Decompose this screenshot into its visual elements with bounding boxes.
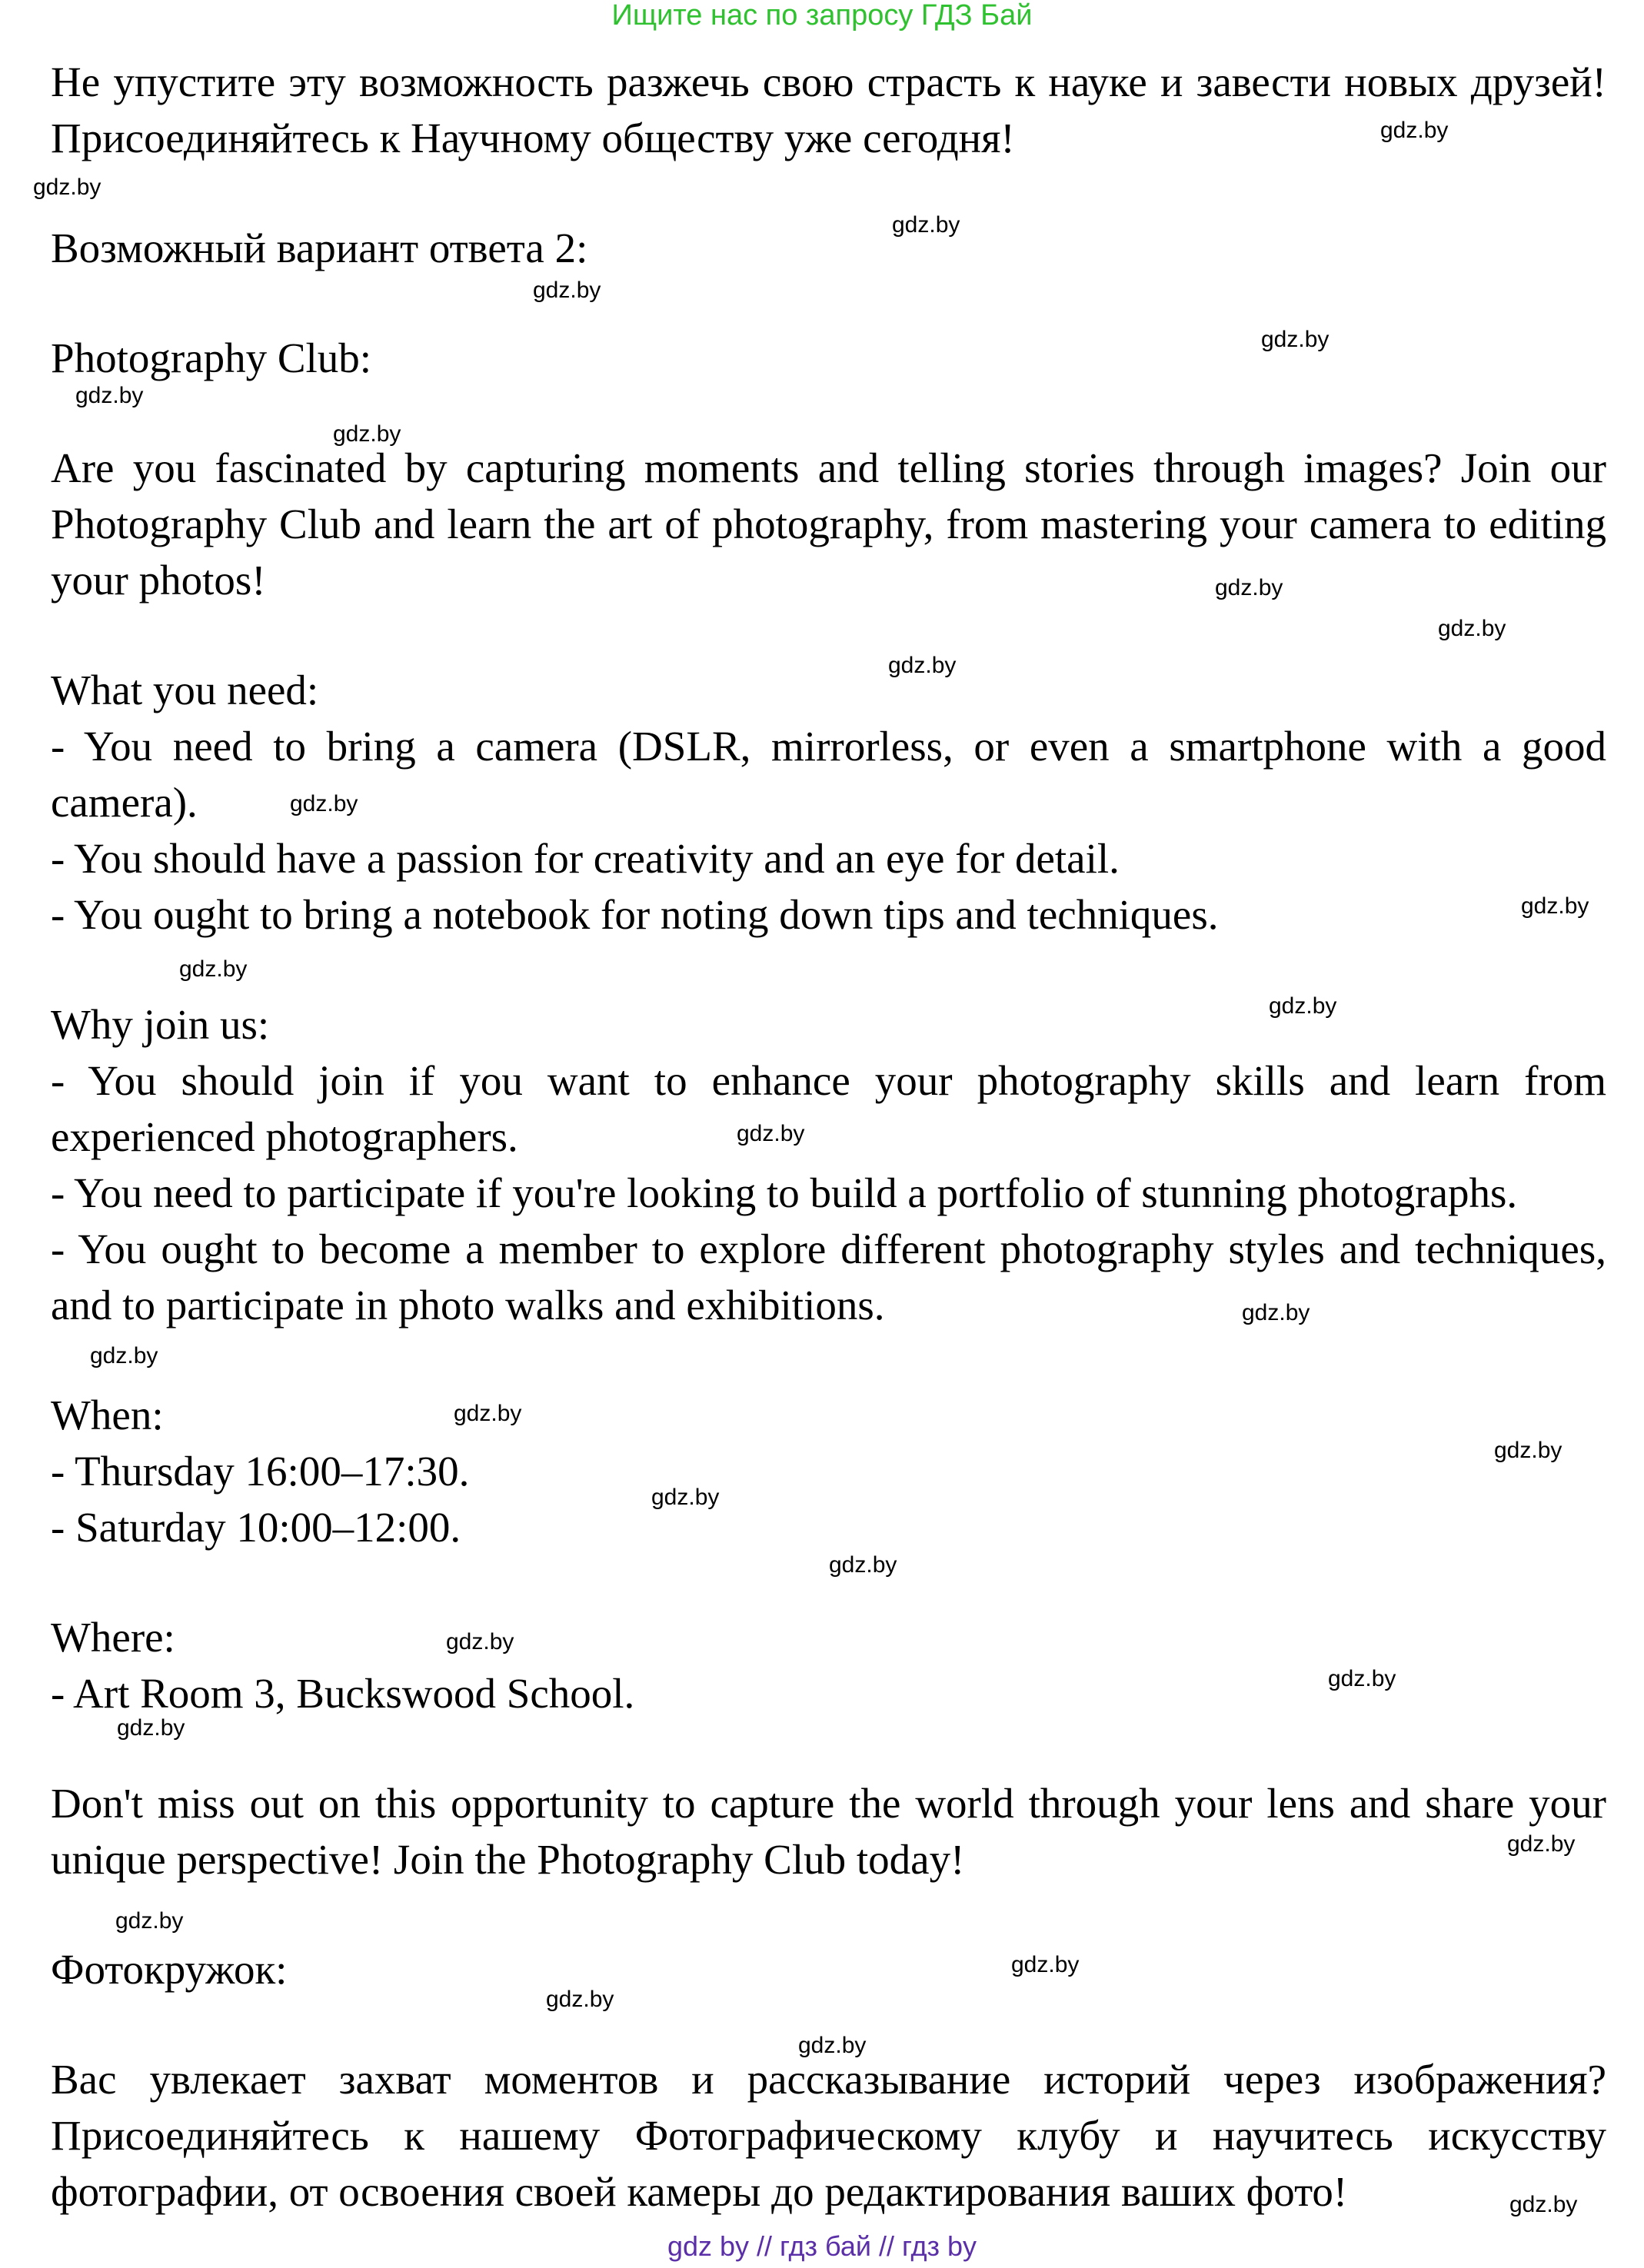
watermark: gdz.by	[798, 2033, 867, 2058]
watermark: gdz.by	[651, 1485, 720, 1510]
need-item: - You ought to bring a notebook for noting down tips and techniques.	[51, 891, 1219, 938]
watermark: gdz.by	[90, 1343, 158, 1368]
watermark: gdz.by	[1011, 1952, 1080, 1977]
club-title-ru: Фотокружок:	[51, 1946, 288, 1993]
why-item: - You ought to become a member to explore different photography styles and techniques, and to participate in photo walks and exhibitions.	[51, 1225, 1606, 1329]
why-item: - You should join if you want to enhance your photography skills and learn from experienced photographers.	[51, 1057, 1606, 1160]
spacer	[51, 383, 1606, 440]
watermark: gdz.by	[892, 212, 960, 238]
watermark: gdz.by	[179, 956, 248, 982]
watermark: gdz.by	[1242, 1300, 1310, 1325]
watermark: gdz.by	[454, 1401, 522, 1426]
watermark: gdz.by	[1438, 616, 1506, 641]
watermark: gdz.by	[546, 1987, 614, 2012]
intro-paragraph-ru: Не упустите эту возможность разжечь свою страсть к науке и завести новых друзей! Присоединяйтесь к Научному обществу уже сегодня!	[51, 58, 1606, 161]
watermark: gdz.by	[290, 791, 358, 816]
need-heading: What you need:	[51, 667, 319, 713]
need-item: - You need to bring a camera (DSLR, mirrorless, or even a smartphone with a good camera).	[51, 723, 1606, 826]
watermark: gdz.by	[1380, 118, 1449, 143]
watermark: gdz.by	[1261, 327, 1330, 352]
variant-label: Возможный вариант ответа 2:	[51, 224, 588, 271]
why-item: - You need to participate if you're looking to build a portfolio of stunning photographs.	[51, 1169, 1518, 1216]
spacer	[51, 276, 1606, 330]
watermark: gdz.by	[1509, 2192, 1578, 2217]
club-title: Photography Club:	[51, 334, 372, 381]
watermark: gdz.by	[829, 1552, 897, 1578]
spacer	[51, 166, 1606, 220]
watermark: gdz.by	[1269, 993, 1337, 1019]
need-item: - You should have a passion for creativity and an eye for detail.	[51, 835, 1120, 882]
spacer	[51, 1721, 1606, 1775]
closing-paragraph: Don't miss out on this opportunity to capture the world through your lens and share your unique perspective! Join the Photography Club today!	[51, 1780, 1606, 1883]
watermark: gdz.by	[533, 278, 601, 303]
watermark: gdz.by	[117, 1715, 185, 1741]
watermark: gdz.by	[1215, 575, 1283, 600]
top-banner: Ищите нас по запросу ГДЗ Бай	[611, 0, 1033, 32]
watermark: gdz.by	[888, 653, 957, 678]
where-heading: Where:	[51, 1614, 175, 1661]
where-item: - Art Room 3, Buckswood School.	[51, 1670, 635, 1717]
club-intro-ru: Вас увлекает захват моментов и рассказывание историй через изображения? Присоединяйтесь к нашему Фотографическому клубу и научитесь искусству фотографии, от освоения своей камеры до редактирования ваших фото!	[51, 2056, 1606, 2215]
watermark: gdz.by	[115, 1908, 184, 1934]
when-item: - Saturday 10:00–12:00.	[51, 1504, 461, 1551]
watermark: gdz.by	[1494, 1438, 1562, 1463]
when-item: - Thursday 16:00–17:30.	[51, 1448, 470, 1495]
spacer	[51, 1333, 1606, 1387]
club-intro: Are you fascinated by capturing moments and telling stories through images? Join our Photography Club and learn the art of photography, from mastering your camera to editing your photos!	[51, 444, 1606, 604]
watermark: gdz.by	[446, 1629, 514, 1654]
when-heading: When:	[51, 1392, 164, 1438]
watermark: gdz.by	[1507, 1831, 1576, 1857]
document-body	[51, 54, 1606, 2220]
watermark: gdz.by	[737, 1121, 805, 1146]
footer-links: gdz by // гдз бай // гдз by	[667, 2230, 977, 2262]
watermark: gdz.by	[33, 175, 102, 200]
watermark: gdz.by	[333, 421, 401, 447]
spacer	[51, 608, 1606, 662]
watermark: gdz.by	[75, 383, 144, 408]
watermark: gdz.by	[1521, 893, 1589, 919]
why-heading: Why join us:	[51, 1001, 270, 1048]
watermark: gdz.by	[1328, 1666, 1396, 1691]
spacer	[51, 943, 1606, 996]
spacer	[51, 1887, 1606, 1941]
